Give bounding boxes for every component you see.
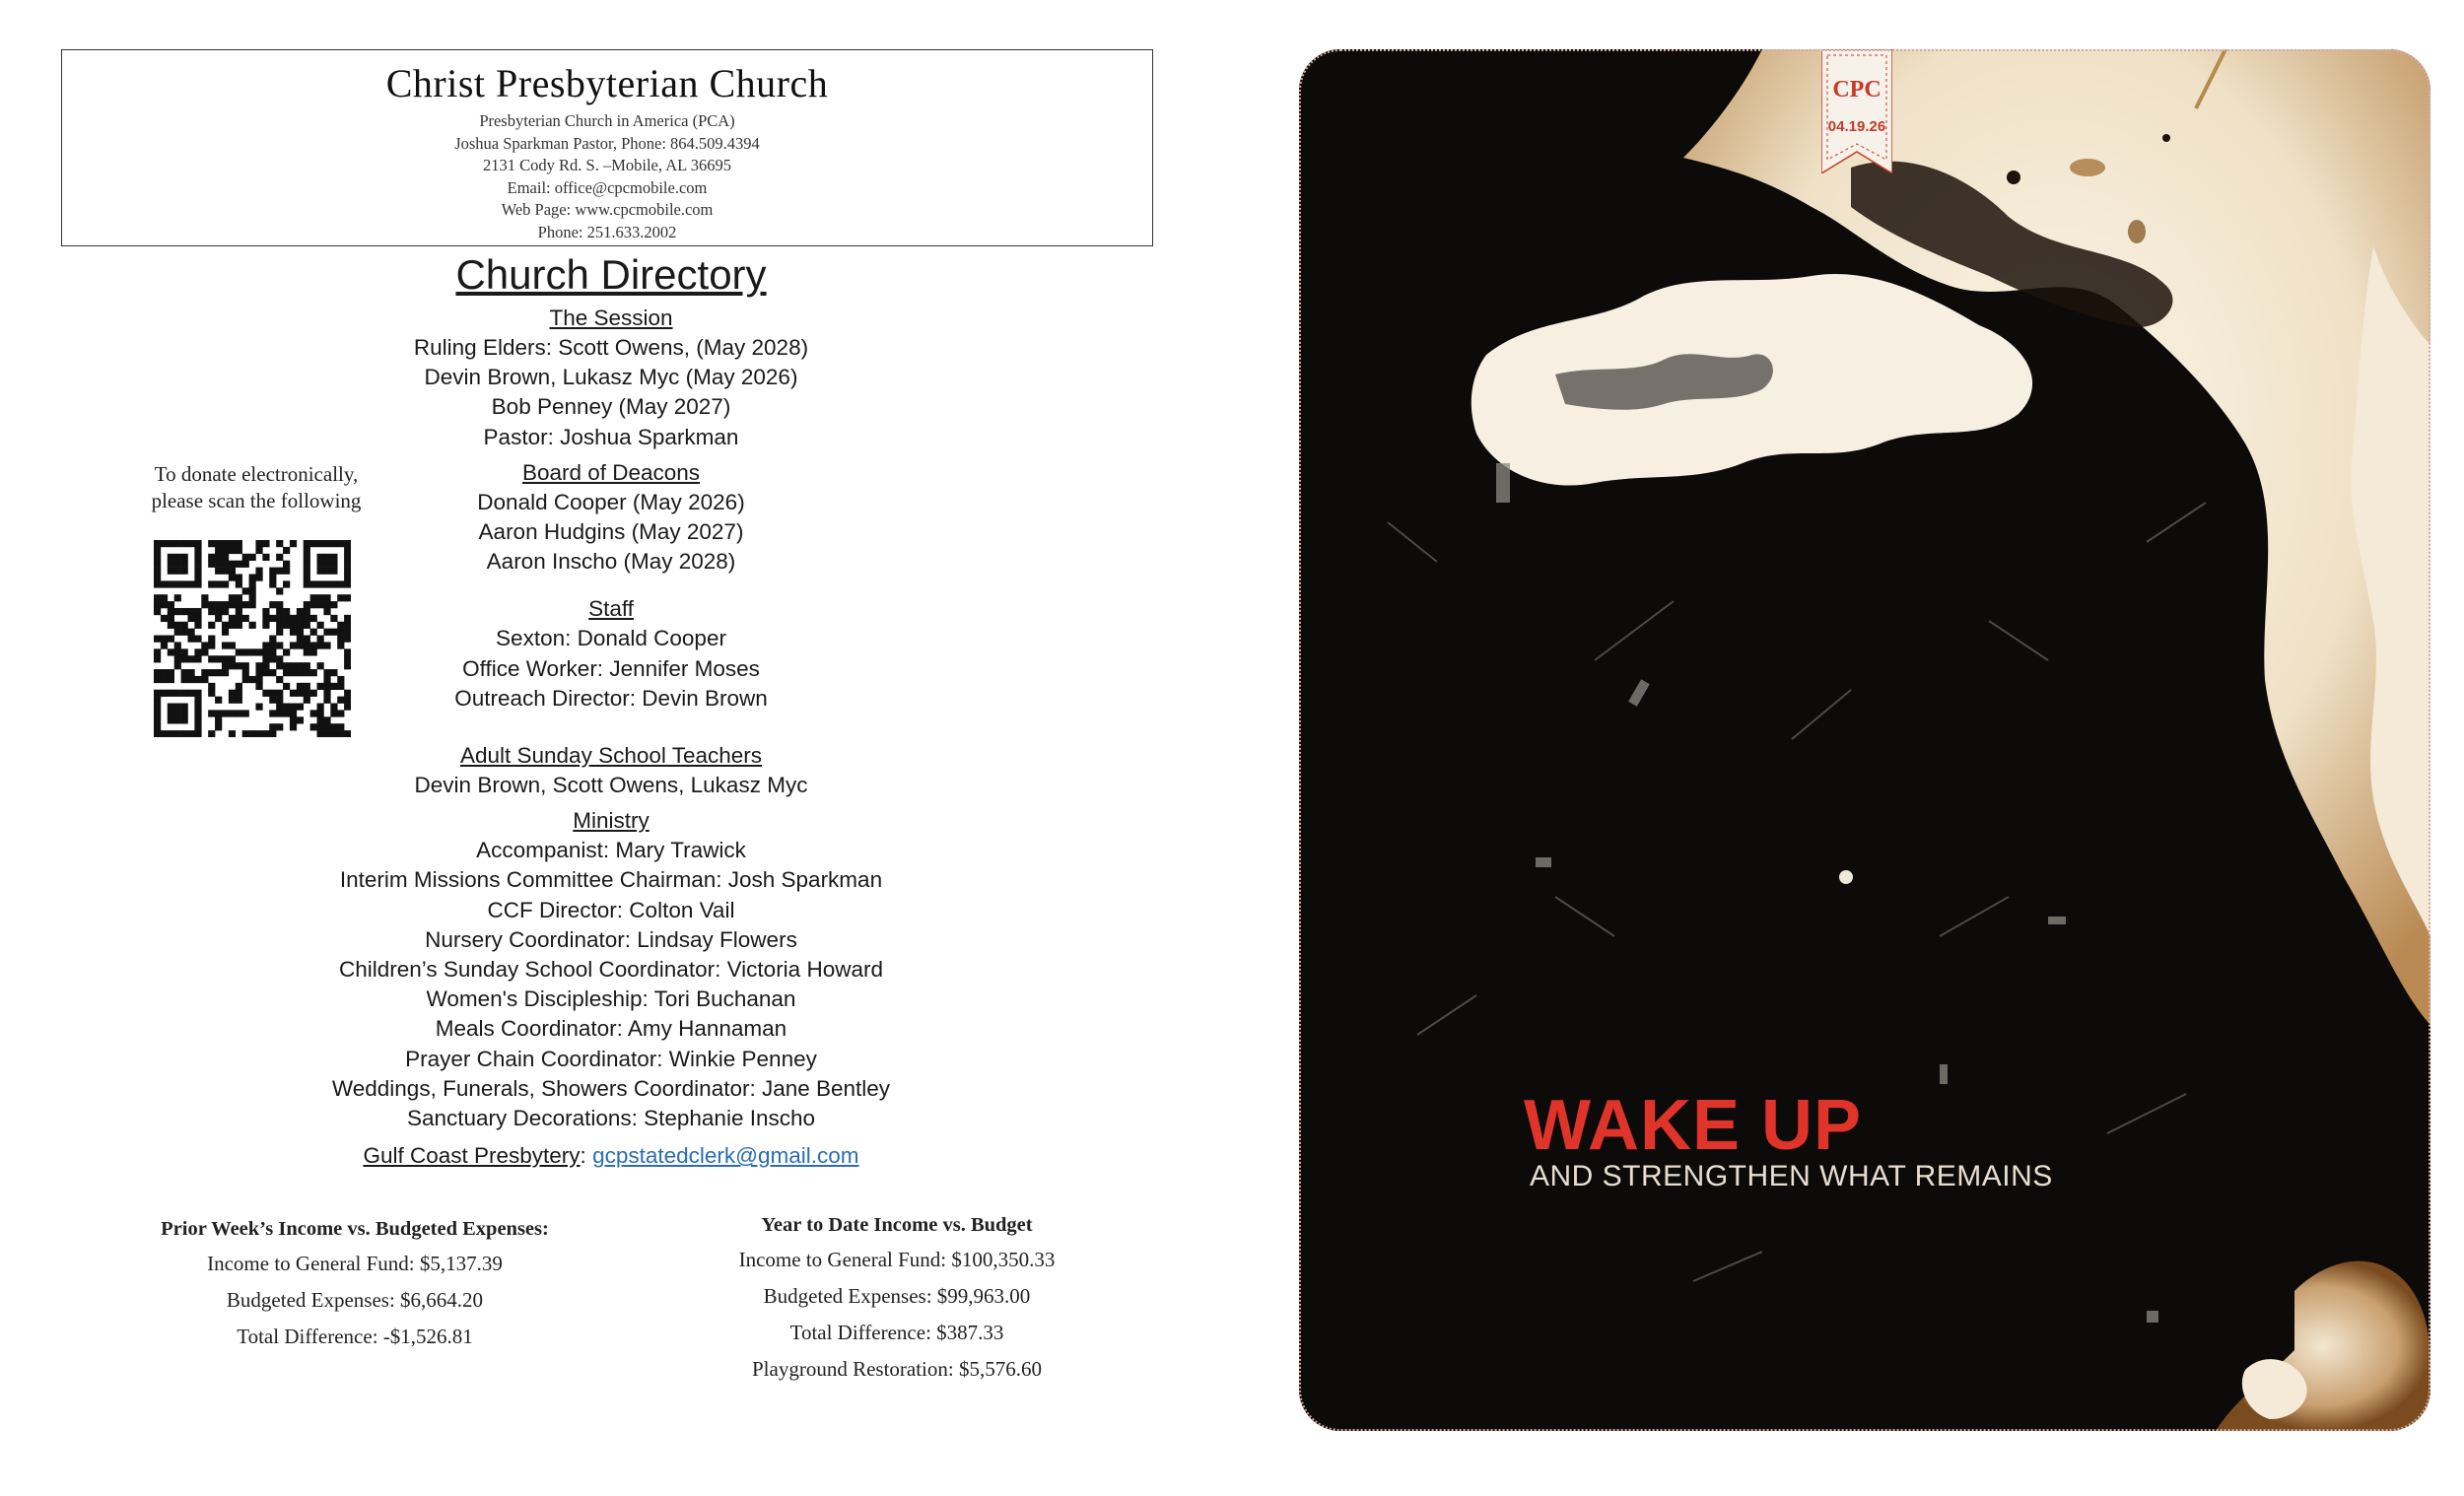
deacon-line: Aaron Inscho (May 2028) — [486, 549, 736, 575]
cover-artwork — [1299, 49, 2430, 1431]
ministry-line: Sanctuary Decorations: Stephanie Inscho — [407, 1106, 815, 1131]
presbytery-email-link[interactable]: gcpstatedclerk@gmail.com — [592, 1143, 859, 1169]
deacon-line: Aaron Hudgins (May 2027) — [478, 519, 744, 545]
sunday-school-line: Devin Brown, Scott Owens, Lukasz Myc — [414, 773, 808, 798]
donate-instructions — [118, 461, 394, 514]
staff-line: Sexton: Donald Cooper — [496, 626, 726, 651]
ministry-heading: Ministry — [573, 808, 650, 834]
ministry-line: Children’s Sunday School Coordinator: Victoria Howard — [339, 957, 883, 983]
ministry-line: Women's Discipleship: Tori Buchanan — [426, 986, 796, 1012]
bulletin-cover — [1299, 49, 2430, 1431]
prior-week-finance — [99, 1212, 611, 1355]
staff-heading: Staff — [588, 596, 634, 622]
church-header — [61, 49, 1153, 246]
presbytery-contact — [286, 1141, 936, 1171]
session-line: Ruling Elders: Scott Owens, (May 2028) — [413, 335, 809, 360]
ytd-line: Income to General Fund: $100,350.33 — [738, 1248, 1056, 1271]
session-line: Devin Brown, Lukasz Myc (May 2026) — [424, 365, 798, 390]
ytd-heading: Year to Date Income vs. Budget — [761, 1214, 1033, 1236]
year-to-date-finance — [670, 1208, 1124, 1388]
session-line: Pastor: Joshua Sparkman — [483, 424, 739, 449]
denomination-line: Presbyterian Church in America (PCA) — [479, 111, 735, 130]
ytd-line: Budgeted Expenses: $99,963.00 — [763, 1284, 1031, 1308]
church-name: Christ Presbyterian Church — [385, 61, 829, 105]
deacons-heading: Board of Deacons — [521, 459, 701, 485]
ministry-line: Interim Missions Committee Chairman: Josh Sparkman — [339, 867, 883, 893]
staff-line: Office Worker: Jennifer Moses — [462, 655, 760, 681]
email-line: Email: office@cpcmobile.com — [507, 177, 708, 197]
donate-line: please scan the following — [151, 489, 362, 512]
cover-subtitle: AND STRENGTHEN WHAT REMAINS — [1530, 1160, 2053, 1192]
ministry-line: Meals Coordinator: Amy Hannaman — [435, 1016, 787, 1042]
ministry-line: Prayer Chain Coordinator: Winkie Penney — [405, 1046, 817, 1071]
presbytery-label: Gulf Coast Presbytery — [363, 1143, 581, 1169]
ribbon-date: 04.19.26 — [1827, 118, 1886, 135]
ministry-line: Accompanist: Mary Trawick — [476, 838, 746, 863]
ministry-line: CCF Director: Colton Vail — [487, 897, 735, 922]
cover-title: WAKE UP — [1524, 1086, 1863, 1165]
pastor-line: Joshua Sparkman Pastor, Phone: 864.509.4394 — [454, 133, 760, 153]
directory-title: Church Directory — [455, 251, 767, 298]
ytd-line: Playground Restoration: $5,576.60 — [752, 1357, 1042, 1381]
webpage-line: Web Page: www.cpcmobile.com — [501, 200, 714, 219]
address-line: 2131 Cody Rd. S. –Mobile, AL 36695 — [483, 156, 731, 174]
prior-week-line: Budgeted Expenses: $6,664.20 — [226, 1288, 484, 1312]
ribbon-church-abbr: CPC — [1832, 77, 1882, 102]
session-heading: The Session — [549, 306, 673, 330]
staff-line: Outreach Director: Devin Brown — [454, 685, 768, 711]
prior-week-line: Income to General Fund: $5,137.39 — [207, 1252, 503, 1275]
sunday-school-heading: Adult Sunday School Teachers — [459, 743, 763, 769]
donate-line: To donate electronically, — [154, 462, 359, 486]
donation-qr-code[interactable] — [154, 540, 351, 737]
deacon-line: Donald Cooper (May 2026) — [477, 489, 745, 514]
phone-line: Phone: 251.633.2002 — [537, 222, 677, 241]
session-line: Bob Penney (May 2027) — [491, 394, 731, 420]
date-ribbon — [1821, 49, 1892, 173]
prior-week-heading: Prior Week’s Income vs. Budgeted Expenses: — [161, 1218, 549, 1240]
prior-week-line: Total Difference: -$1,526.81 — [237, 1325, 473, 1348]
ytd-line: Total Difference: $387.33 — [789, 1321, 1004, 1344]
church-directory — [286, 248, 936, 1171]
ministry-line: Nursery Coordinator: Lindsay Flowers — [425, 926, 797, 952]
ministry-line: Weddings, Funerals, Showers Coordinator: Jane Bentley — [331, 1075, 891, 1101]
presbytery-separator: : — [580, 1143, 593, 1169]
